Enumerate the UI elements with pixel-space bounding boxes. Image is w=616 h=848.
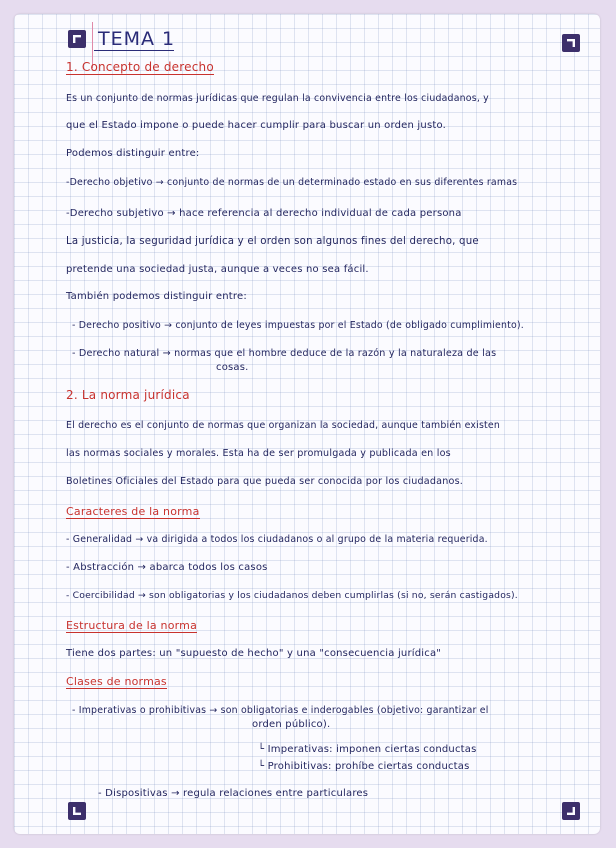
- corner-mark-top-left-icon: [68, 30, 86, 48]
- text-line: pretende una sociedad justa, aunque a veces no sea fácil.: [66, 264, 369, 275]
- subheading-estructura: Estructura de la norma: [66, 619, 198, 632]
- text-line: - Derecho natural → normas que el hombre deduce de la razón y la naturaleza de las: [72, 348, 497, 359]
- text-line: La justicia, la seguridad jurídica y el orden son algunos fines del derecho, que: [66, 236, 479, 247]
- text-line: Podemos distinguir entre:: [66, 148, 200, 159]
- section-heading-concepto: 1. Concepto de derecho: [66, 60, 214, 74]
- text-line: Boletines Oficiales del Estado para que pueda ser conocida por los ciudadanos.: [66, 476, 464, 487]
- corner-mark-bottom-left-icon: [68, 802, 86, 820]
- text-line: Tiene dos partes: un "supuesto de hecho" y una "consecuencia jurídica": [66, 648, 442, 659]
- corner-mark-top-right-icon: [562, 34, 580, 52]
- text-line: Es un conjunto de normas jurídicas que regulan la convivencia entre los ciudadanos, y: [66, 93, 489, 104]
- text-line: └ Imperativas: imponen ciertas conductas: [258, 744, 477, 755]
- page-title: TEMA 1: [98, 28, 176, 50]
- text-line: └ Prohibitivas: prohíbe ciertas conductas: [258, 761, 470, 772]
- text-line: las normas sociales y morales. Esta ha de ser promulgada y publicada en los: [66, 448, 451, 459]
- text-line: - Dispositivas → regula relaciones entre particulares: [98, 788, 369, 799]
- corner-mark-bottom-right-icon: [562, 802, 580, 820]
- text-line: El derecho es el conjunto de normas que organizan la sociedad, aunque también existen: [66, 420, 501, 431]
- text-line: - Abstracción → abarca todos los casos: [66, 562, 268, 573]
- text-line: que el Estado impone o puede hacer cumplir para buscar un orden justo.: [66, 120, 446, 131]
- text-line: - Generalidad → va dirigida a todos los ciudadanos o al grupo de la materia requerida.: [66, 534, 488, 545]
- text-line: - Derecho positivo → conjunto de leyes impuestas por el Estado (de obligado cumplimiento).: [72, 320, 524, 331]
- text-line: -Derecho subjetivo → hace referencia al derecho individual de cada persona: [66, 208, 462, 219]
- text-line: -Derecho objetivo → conjunto de normas de un determinado estado en sus diferentes ramas: [66, 177, 518, 188]
- subheading-clases: Clases de normas: [66, 675, 167, 688]
- text-line: - Imperativas o prohibitivas → son obligatorias e inderogables (objetivo: garantizar el: [72, 705, 489, 716]
- text-line: - Coercibilidad → son obligatorias y los ciudadanos deben cumplirlas (si no, serán castigados).: [66, 590, 518, 601]
- title-underline: [94, 50, 174, 51]
- text-line: También podemos distinguir entre:: [66, 291, 247, 302]
- text-line: orden público).: [252, 719, 331, 730]
- subheading-caracteres: Caracteres de la norma: [66, 505, 200, 518]
- section-heading-norma: 2. La norma jurídica: [66, 388, 190, 402]
- text-line: cosas.: [216, 362, 249, 373]
